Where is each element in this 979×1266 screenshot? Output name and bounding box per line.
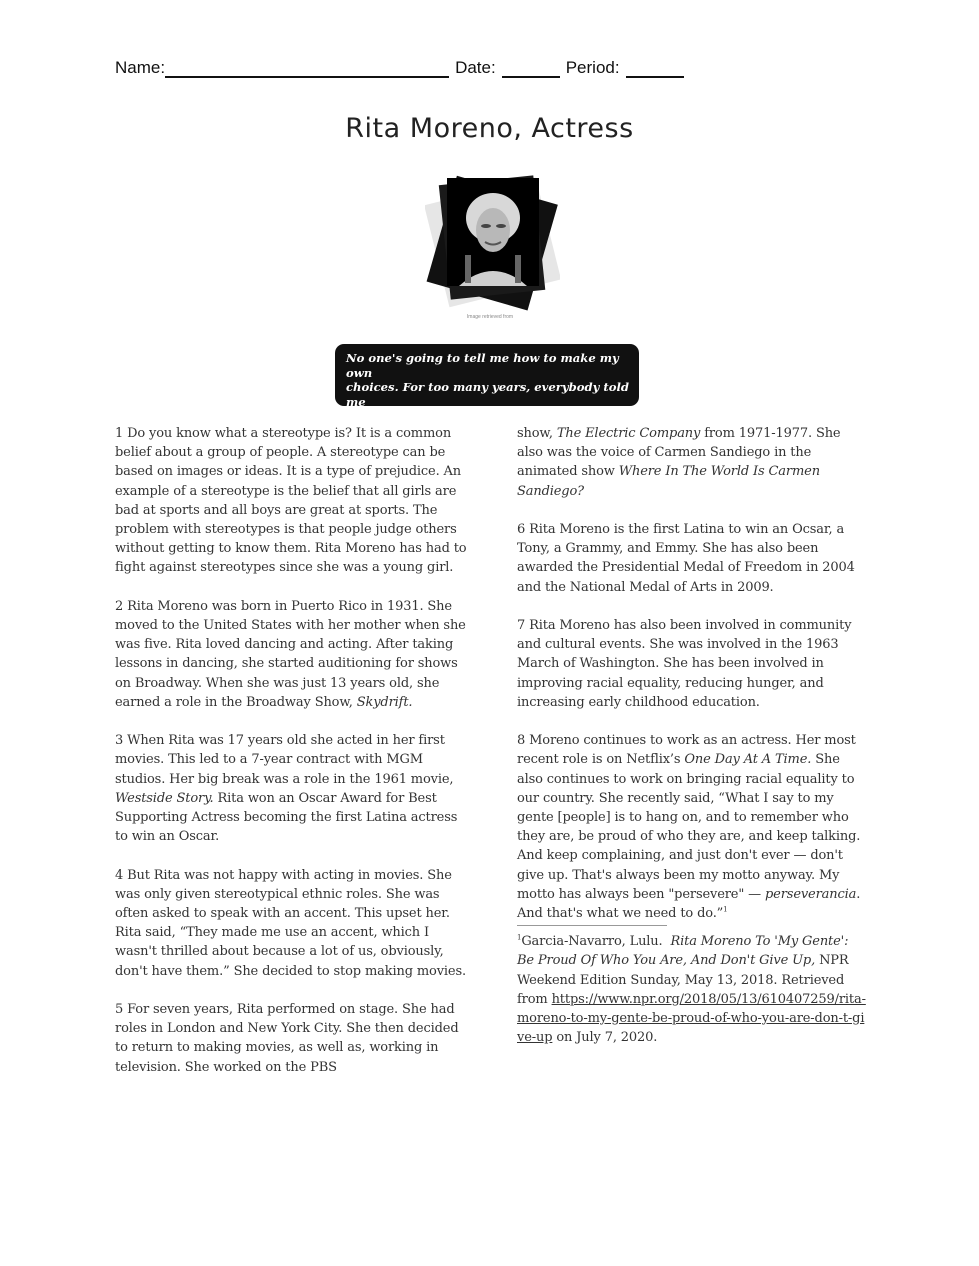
footnote-link[interactable]: https://www.npr.org/2018/05/13/610407259/rita-moreno-to-my-gente-be-proud-of-who-you-are-don-t-give-up [517, 991, 866, 1046]
worksheet-header [115, 58, 690, 78]
left-column [115, 424, 467, 1096]
paragraph-2: 2 Rita Moreno was born in Puerto Rico in 1931. She moved to the United States with her mother when she was five. Rita loved dancing and acting. After taking lessons in dancing, she started auditioning for shows on Broadway. When she was just 13 years old, she earned a role in the Broadway Show, Skydrift. [115, 598, 466, 710]
period-field[interactable] [626, 58, 684, 78]
rita-moreno-photo [425, 170, 560, 315]
paragraph-7: 7 Rita Moreno has also been involved in community and cultural events. She was involved in the 1963 March of Washington. She has been involved in improving racial equality, reducing hunger, and increasing early childhood education. [517, 618, 852, 710]
page-title: Rita Moreno, Actress [345, 113, 634, 144]
date-field[interactable] [502, 58, 560, 78]
image-credit: Image retrieved from [466, 314, 514, 320]
footnote-divider [517, 925, 667, 926]
paragraph-1: 1 Do you know what a stereotype is? It is a common belief about a group of people. A stereotype can be based on images or ideas. It is a type of prejudice. An example of a stereotype is the belief that all girls are bad at sports and all boys are great at sports. The problem with stereotypes is that people judge others without getting to know them. Rita Moreno has had to fight against stereotypes since she was a young girl. [115, 426, 467, 576]
paragraph-4: 4 But Rita was not happy with acting in movies. She was only given stereotypical ethnic roles. She was often asked to speak with an accent. This upset her. Rita said, “They made me use an accent, which I wasn't thrilled about because a lot of us, obviously, don't have them.” She decided to stop making movies. [115, 867, 466, 979]
quote-line: choices. For too many years, everybody told me [346, 380, 629, 409]
quote-box [335, 344, 639, 423]
paragraph-5: 5 For seven years, Rita performed on stage. She had roles in London and New York City. She then decided to return to making movies, as well as, working in television. She worked on the PBS [115, 1002, 459, 1075]
quote-line: what to say and what to do and how to be. [346, 409, 619, 423]
name-field[interactable] [165, 58, 449, 78]
paragraph-6: 6 Rita Moreno is the first Latina to win an Ocsar, a Tony, a Grammy, and Emmy. She has also been awarded the Presidential Medal of Freedom in 2004 and the National Medal of Arts in 2009. [517, 522, 855, 595]
period-label: Period: [565, 58, 620, 77]
name-label: Name: [115, 58, 166, 77]
date-label: Date: [455, 58, 496, 77]
footnote: $^1$Garcia-Navarro, Lulu. Rita Moreno To 'My Gente': Be Proud Of Who You Are, And Don't Give Up, NPR Weekend Edition Sunday, May 13, 2018. Retrieved from https://www.npr.org/2018/05/13/610407259/rita-moreno-to-my-gente-be-proud-of-who-you-are-don-t-give-up on July 7, 2020. [517, 933, 866, 1046]
paragraph-8: 8 Moreno continues to work as an actress. Her most recent role is on Netflix’s One Day At A Time. She also continues to work on bringing racial equality to our country. She recently said, “What I say to my gente [people] is to hang on, and to remember who they are, be proud of who they are, and keep talking. And keep complaining, and just don't ever — don't give up. That's always been my motto anyway. My motto has always been "persevere" — perseverancia. And that's what we need to do.”$^1$ [517, 733, 861, 922]
paragraph-5-continued: show, The Electric Company from 1971-1977. She also was the voice of Carmen Sandiego in the animated show Where In The World Is Carmen Sandiego? [517, 426, 841, 499]
paragraph-3: 3 When Rita was 17 years old she acted in her first movies. This led to a 7-year contract with MGM studios. Her big break was a role in the 1961 movie, Westside Story. Rita won an Oscar Award for Best Supporting Actress becoming the first Latina actress to win an Oscar. [115, 733, 458, 845]
right-column [517, 424, 869, 1067]
quote-line: No one's going to tell me how to make my own [346, 351, 619, 380]
